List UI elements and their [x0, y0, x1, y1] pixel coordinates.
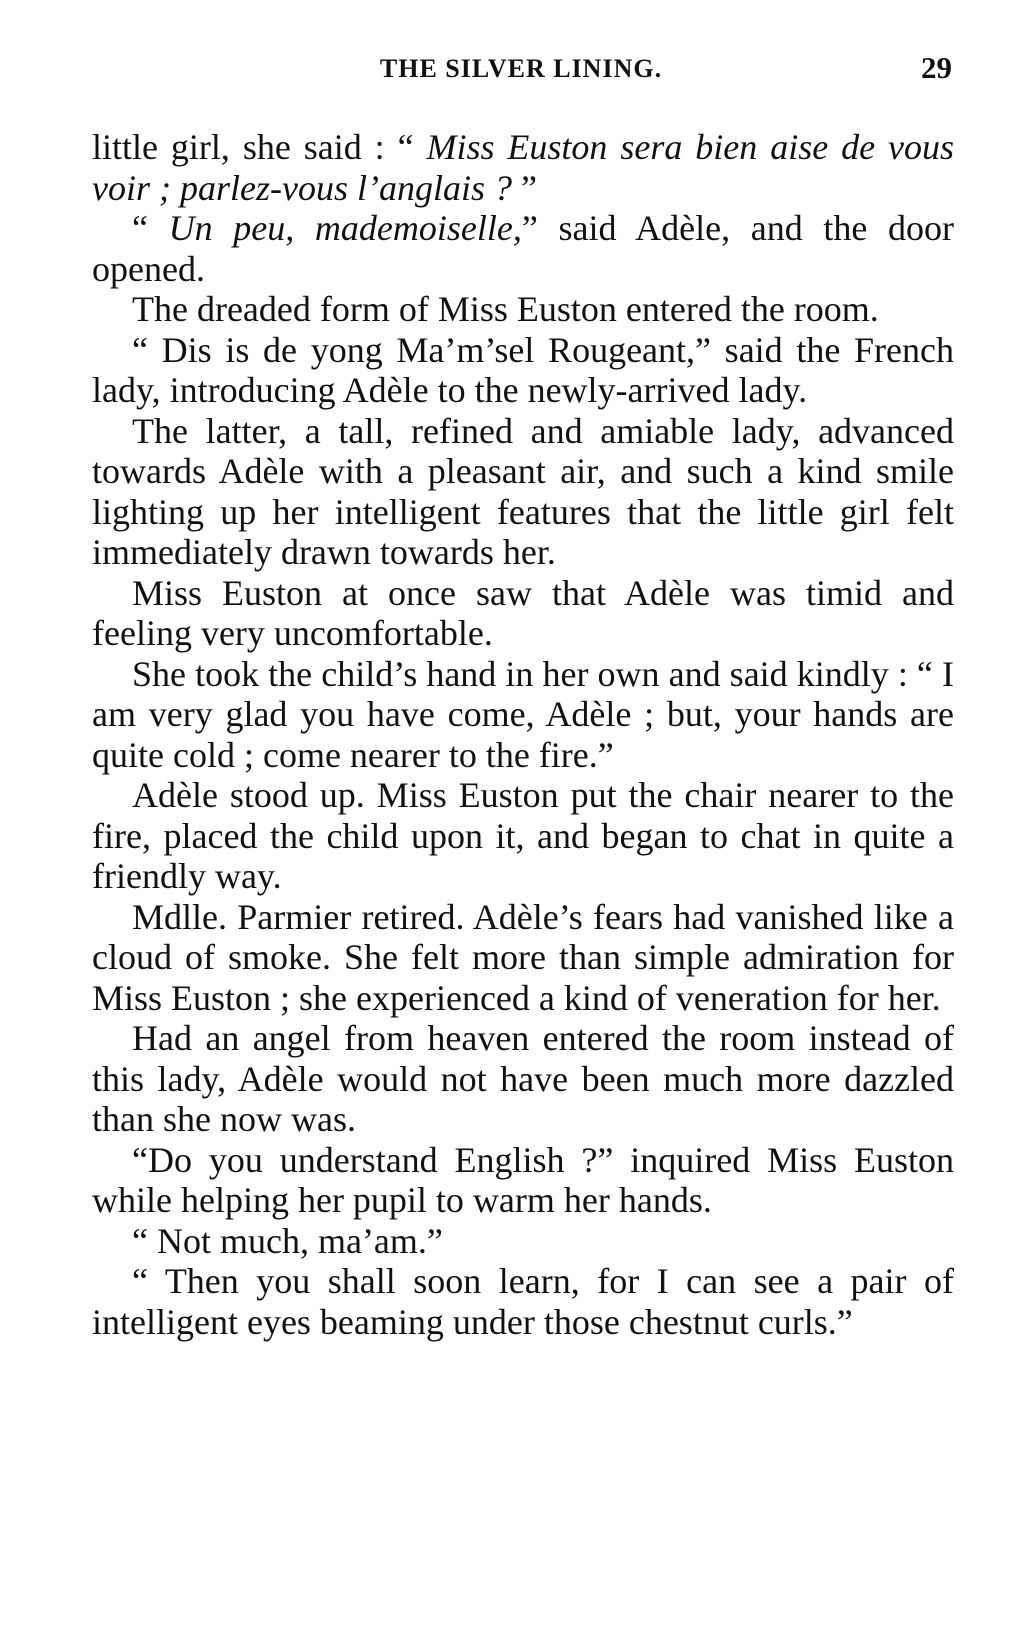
- paragraph-4: “ Dis is de yong Ma’m’sel Rougeant,” said the French lady, introducing Adèle to the newly-arrived lady.: [92, 329, 954, 410]
- page-header: [90, 50, 952, 90]
- page-number: 29: [921, 50, 952, 85]
- paragraph-2-french-quote: Un peu, mademoiselle,: [168, 208, 522, 248]
- paragraph-12: “ Not much, ma’am.”: [132, 1220, 443, 1261]
- paragraph-13: “ Then you shall soon learn, for I can see a pair of intelligent eyes beaming under those chestnut curls.”: [92, 1261, 954, 1342]
- running-title: THE SILVER LINING.: [379, 54, 663, 83]
- paragraph-1: [92, 127, 954, 208]
- paragraph-3: The dreaded form of Miss Euston entered the room.: [132, 289, 879, 329]
- paragraph-2-text: ” said Adèle, and the door opened.: [92, 208, 955, 289]
- paragraph-7: She took the child’s hand in her own and said kindly : “ I am very glad you have come, Adèle ; but, your hands are quite cold ; come nearer to the fire.”: [92, 653, 954, 775]
- paragraph-10: Had an angel from heaven entered the room instead of this lady, Adèle would not have been much more dazzled than she now was.: [92, 1018, 954, 1139]
- paragraph-1-french-quote: Miss Euston sera bien aise de vous voir ; parlez-vous l’anglais ?: [92, 127, 954, 208]
- paragraph-1-text: little girl, she said : “: [92, 127, 427, 167]
- page-body: [92, 127, 954, 1342]
- paragraph-6: Miss Euston at once saw that Adèle was timid and feeling very uncomfortable.: [92, 572, 954, 653]
- paragraph-2-open-quote: “: [132, 208, 169, 248]
- paragraph-5: The latter, a tall, refined and amiable lady, advanced towards Adèle with a pleasant air, and such a kind smile lighting up her intelligent features that the little girl felt immediately drawn towards her.: [92, 410, 954, 572]
- paragraph-8: Adèle stood up. Miss Euston put the chair nearer to the fire, placed the child upon it, and began to chat in quite a friendly way.: [92, 775, 954, 896]
- paragraph-9: Mdlle. Parmier retired. Adèle’s fears had vanished like a cloud of smoke. She felt more than simple admiration for Miss Euston ; she experienced a kind of veneration for her.: [92, 896, 954, 1018]
- paragraph-1-close-quote: ”: [511, 167, 537, 208]
- paragraph-2: [92, 208, 954, 289]
- paragraph-11: “Do you understand English ?” inquired Miss Euston while helping her pupil to warm her hands.: [92, 1139, 954, 1220]
